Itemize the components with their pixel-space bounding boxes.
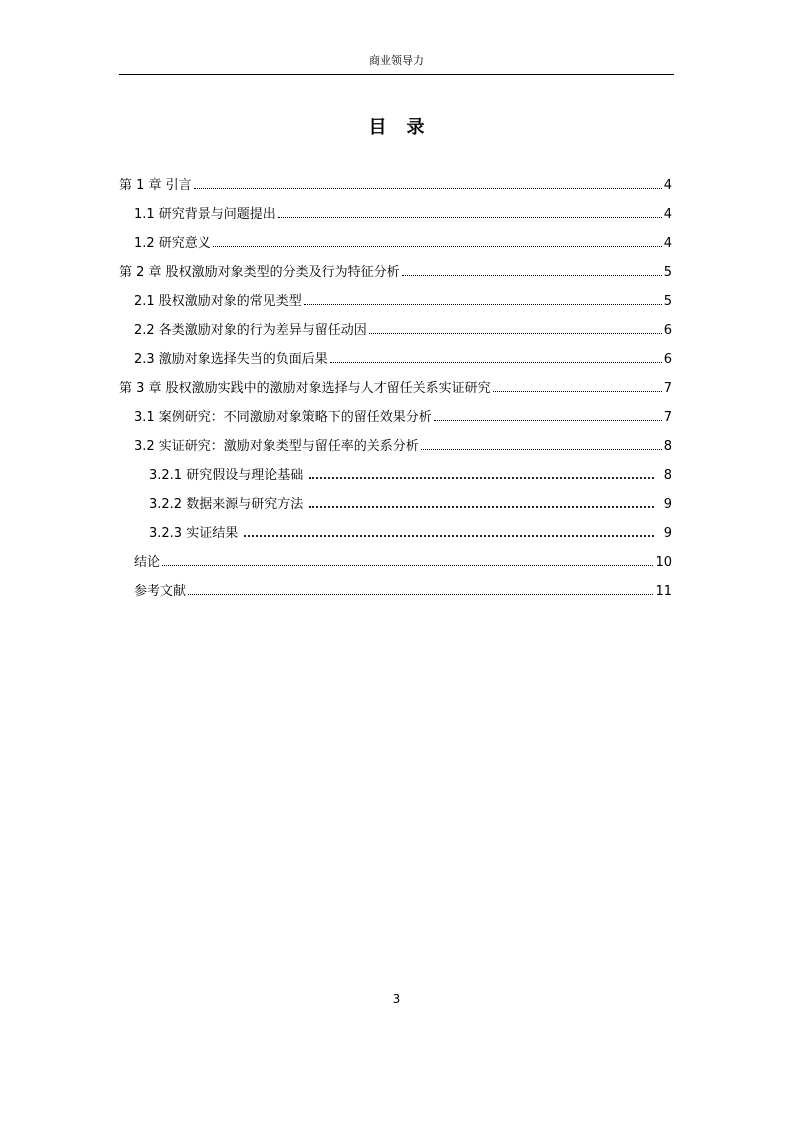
toc-entry-label: 2.1 股权激励对象的常见类型 — [134, 294, 302, 309]
toc-dot-leader — [188, 593, 653, 595]
table-of-contents — [119, 176, 672, 611]
toc-entry-label: 2.3 激励对象选择失当的负面后果 — [134, 352, 328, 367]
toc-entry-label: 第 3 章 股权激励实践中的激励对象选择与人才留任关系实证研究 — [119, 381, 491, 396]
toc-entry-label: 第 1 章 引言 — [119, 178, 192, 193]
toc-entry-label: 3.1 案例研究：不同激励对象策略下的留任效果分析 — [134, 410, 432, 425]
toc-entry[interactable] — [119, 379, 672, 408]
page-header — [119, 52, 674, 75]
toc-entry[interactable] — [119, 582, 672, 611]
toc-dot-leader — [213, 245, 662, 247]
toc-entry-label: 参考文献 — [134, 584, 187, 599]
toc-entry-page: 6 — [663, 352, 672, 367]
toc-entry[interactable] — [119, 553, 672, 582]
toc-entry[interactable] — [119, 495, 672, 524]
toc-dot-leader — [309, 505, 654, 508]
toc-entry-page: 9 — [663, 526, 672, 541]
header-text: 商业领导力 — [369, 54, 424, 67]
toc-dot-leader — [162, 564, 653, 566]
toc-entry-page: 4 — [663, 207, 672, 222]
toc-entry-label: 结论 — [134, 555, 161, 570]
toc-entry-label: 3.2 实证研究：激励对象类型与留任率的关系分析 — [134, 439, 419, 454]
toc-entry[interactable] — [119, 466, 672, 495]
toc-entry-page: 6 — [663, 323, 672, 338]
toc-entry-page: 10 — [655, 555, 672, 570]
toc-dot-leader — [330, 361, 662, 363]
toc-dot-leader — [304, 303, 662, 305]
toc-entry[interactable] — [119, 408, 672, 437]
toc-dot-leader — [493, 390, 662, 392]
toc-dot-leader — [434, 419, 662, 421]
toc-entry[interactable] — [119, 234, 672, 263]
toc-entry-label: 1.2 研究意义 — [134, 236, 211, 251]
toc-dot-leader — [369, 332, 662, 334]
toc-entry-label: 3.2.2 数据来源与研究方法 — [149, 497, 304, 512]
toc-entry[interactable] — [119, 176, 672, 205]
toc-entry-label: 3.2.1 研究假设与理论基础 — [149, 468, 304, 483]
toc-title: 目录 — [368, 117, 445, 138]
toc-entry-page: 7 — [663, 381, 672, 396]
toc-dot-leader — [244, 534, 654, 537]
toc-entry-page: 11 — [655, 584, 672, 599]
toc-entry[interactable] — [119, 350, 672, 379]
toc-entry-page: 9 — [663, 497, 672, 512]
page-number: 3 — [392, 992, 401, 1006]
toc-entry-page: 7 — [663, 410, 672, 425]
toc-dot-leader — [309, 476, 654, 479]
toc-dot-leader — [278, 216, 662, 218]
toc-dot-leader — [402, 274, 662, 276]
toc-entry-page: 5 — [663, 294, 672, 309]
toc-entry-page: 4 — [663, 236, 672, 251]
toc-entry[interactable] — [119, 292, 672, 321]
toc-entry[interactable] — [119, 437, 672, 466]
toc-entry[interactable] — [119, 263, 672, 292]
toc-entry[interactable] — [119, 524, 672, 553]
page-footer — [0, 991, 793, 1007]
toc-entry-label: 1.1 研究背景与问题提出 — [134, 207, 276, 222]
toc-entry-page: 8 — [663, 468, 672, 483]
toc-entry-page: 8 — [663, 439, 672, 454]
toc-entry-page: 5 — [663, 265, 672, 280]
toc-entry-label: 第 2 章 股权激励对象类型的分类及行为特征分析 — [119, 265, 400, 280]
toc-entry-page: 4 — [663, 178, 672, 193]
toc-entry[interactable] — [119, 205, 672, 234]
toc-entry-label: 2.2 各类激励对象的行为差异与留任动因 — [134, 323, 367, 338]
toc-dot-leader — [194, 187, 662, 189]
toc-dot-leader — [421, 448, 662, 450]
toc-entry-label: 3.2.3 实证结果 — [149, 526, 239, 541]
toc-entry[interactable] — [119, 321, 672, 350]
